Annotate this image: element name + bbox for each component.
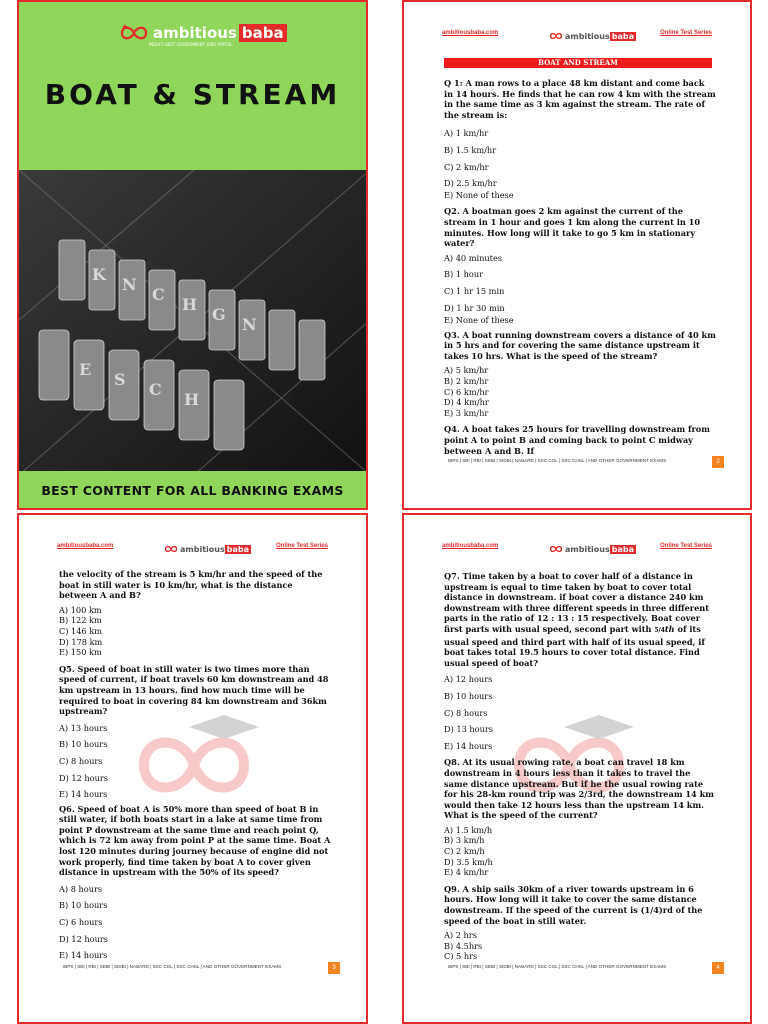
option: C) 1 hr 15 min: [444, 285, 505, 296]
cover-page: [17, 0, 368, 510]
typewriter-photo: [19, 170, 366, 475]
page-footer: [404, 456, 750, 468]
question-block-page3: [59, 569, 331, 961]
question-block-page4: [444, 571, 716, 962]
online-test-series-link[interactable]: Online Test Series: [660, 30, 712, 36]
online-test-series-link[interactable]: Online Test Series: [276, 543, 328, 549]
page-number: 3: [328, 962, 340, 974]
page-footer: [404, 962, 750, 974]
option: A) 1.5 km/h: [444, 824, 493, 835]
infinity-logo-icon: [119, 22, 149, 44]
option: C) 8 hours: [444, 707, 488, 718]
option: A) 8 hours: [59, 883, 103, 894]
footer-text: IBPS | SBI | RBI | SEBI | SIDBI | NABARD | SSC CGL | SSC CHSL | AND OTHER GOVERNMENT EXAMS: [63, 964, 282, 969]
question-q4: Q4. A boat takes 25 hours for travelling downstream from point A to point B and coming back to point C midway between A and B. If: [444, 424, 710, 456]
option: B) 4.5hrs: [444, 940, 483, 951]
cover-title: BOAT & STREAM: [44, 78, 341, 111]
question-q8: Q8. At its usual rowing rate, a boat can travel 18 km downstream in 4 hours less than it takes to travel the same distance upstream. But if he the usual rowing rate for his 28-km round trip was 2/3rd, the downstream 14 km would then take 12 hours less than the upstream 14 km. What is the speed of the current?: [444, 757, 714, 821]
option: D) 2.5 km/hr: [444, 178, 497, 189]
page-number: 4: [712, 962, 724, 974]
cover-logo: [119, 18, 287, 48]
option: D) 4 km/hr: [444, 397, 489, 408]
infinity-logo-icon: [164, 544, 178, 554]
svg-text:H: H: [184, 390, 200, 409]
option: B) 1.5 km/hr: [444, 144, 497, 155]
option: C) 6 hours: [59, 917, 103, 928]
option: B) 10 hours: [444, 690, 493, 701]
svg-text:H: H: [182, 295, 198, 314]
option: D) 1 hr 30 min: [444, 302, 505, 313]
brand-tagline: INDIA'S BEST GOVERNMENT JOBS PORTAL: [149, 42, 233, 47]
page-header: [404, 26, 750, 48]
page-header: [19, 539, 366, 561]
option: D) 178 km: [59, 636, 103, 647]
header-logo: ambitious baba: [549, 539, 636, 559]
option: A) 2 hrs: [444, 930, 477, 941]
header-logo: ambitious baba: [549, 26, 636, 46]
footer-text: IBPS | SBI | RBI | SEBI | SIDBI | NABARD | SSC CGL | SSC CHSL | AND OTHER GOVERNMENT EXAMS: [448, 458, 667, 463]
option: C) 146 km: [59, 625, 103, 636]
header-logo: ambitious baba: [164, 539, 251, 559]
page-3: [17, 513, 368, 1024]
fraction: 5/4: [654, 626, 665, 634]
site-link[interactable]: ambitiousbaba.com: [442, 543, 499, 549]
option: D) 13 hours: [444, 724, 493, 735]
question-q2: Q2. A boatman goes 2 km against the current of the stream in 1 hour and goes 1 km along the current in 10 minutes. How long will it take to go 5 km in stationary water?: [444, 206, 701, 249]
svg-text:G: G: [212, 305, 226, 324]
option: E) 4 km/hr: [444, 867, 489, 878]
option: E) 14 hours: [59, 789, 108, 800]
option: E) 3 km/hr: [444, 407, 489, 418]
infinity-logo-icon: [549, 31, 563, 41]
option: A) 5 km/hr: [444, 365, 489, 376]
question-q1: Q 1: A man rows to a place 48 km distant and come back in 14 hours. He finds that he can row 4 km with the stream in the same time as 3 km against the stream. The rate of the stream is:: [444, 78, 716, 120]
question-q7: Q7. Time taken by a boat to cover half of a distance in upstream is equal to time taken by boat to cover total distance in downstream. if boat cover a distance 240 km downstream with three different speeds in three different parts in the ratio of 12 : 13 : 15 respectively. Boat cover first parts with usual speed, second part with 5/4th of its usual speed and third part with half of its usual speed, if boat takes total 19.5 hours to cover total distance. Find usual speed of boat?: [444, 571, 710, 668]
option: B) 10 hours: [59, 739, 108, 750]
option: B) 10 hours: [59, 900, 108, 911]
option: B) 2 km/hr: [444, 376, 489, 387]
option: A) 1 km/hr: [444, 128, 489, 139]
svg-text:C: C: [152, 285, 165, 304]
question-q4-continued: the velocity of the stream is 5 km/hr and the speed of the boat in still water is 10 km/hr, what is the distance between A and B?: [59, 569, 323, 601]
option: E) 150 km: [59, 647, 102, 658]
svg-text:E: E: [79, 360, 92, 379]
option: E) 14 hours: [444, 740, 493, 751]
option: A) 13 hours: [59, 722, 108, 733]
option: B) 122 km: [59, 615, 102, 626]
svg-text:N: N: [242, 315, 257, 334]
question-q6: Q6. Speed of boat A is 50% more than speed of boat B in still water, if both boats start in a lake at same time from point P downstream at the same time and reach point Q, which is 72 km away from point P at the same time. Boat A lost 120 minutes during journey because of engine did not work properly, find time taken by boat A to cover given distance in upstream with the 50% of its speed?: [59, 803, 331, 878]
option: E) None of these: [444, 189, 514, 200]
option: E) None of these: [444, 315, 514, 326]
cover-footer: BEST CONTENT FOR ALL BANKING EXAMS: [41, 483, 344, 498]
page-4: [402, 513, 752, 1024]
page-number: 2: [712, 456, 724, 468]
option: C) 2 km/h: [444, 846, 485, 857]
online-test-series-link[interactable]: Online Test Series: [660, 543, 712, 549]
option: E) 14 hours: [59, 950, 108, 961]
question-q3: Q3. A boat running downstream covers a distance of 40 km in 5 hrs and for covering the same distance upstream it takes 10 hrs. What is the speed of the stream?: [444, 329, 716, 361]
option: C) 2 km/hr: [444, 161, 489, 172]
page-header: [404, 539, 750, 561]
option: D) 3.5 km/h: [444, 856, 493, 867]
question-q5: Q5. Speed of boat in still water is two times more than speed of current, if boat travels 60 km downstream and 48 km upstream in 13 hours. find how much time will be required to boat in covering 84 km downstream and 36km upstream?: [59, 663, 329, 717]
option: A) 12 hours: [444, 674, 493, 685]
site-link[interactable]: ambitiousbaba.com: [442, 30, 499, 36]
page-2: [402, 0, 752, 510]
svg-text:N: N: [122, 275, 137, 294]
option: B) 1 hour: [444, 269, 484, 280]
option: C) 8 hours: [59, 755, 103, 766]
question-block-q1: [444, 78, 716, 460]
option: C) 6 km/hr: [444, 386, 489, 397]
svg-text:C: C: [149, 380, 162, 399]
site-link[interactable]: ambitiousbaba.com: [57, 543, 114, 549]
option: D) 12 hours: [59, 772, 108, 783]
question-q9: Q9. A ship sails 30km of a river towards upstream in 6 hours. How long will it take to cover the same distance downstream. If the speed of the current is (1/4)rd of the speed of the boat in still water.: [444, 883, 703, 926]
footer-text: IBPS | SBI | RBI | SEBI | SIDBI | NABARD | SSC CGL | SSC CHSL | AND OTHER GOVERNMENT EXAMS: [448, 964, 667, 969]
option: A) 40 minutes: [444, 252, 502, 263]
infinity-logo-icon: [549, 544, 563, 554]
option: D) 12 hours: [59, 933, 108, 944]
brand-name: ambitious baba: [153, 24, 287, 42]
svg-text:K: K: [92, 265, 106, 284]
option: A) 100 km: [59, 604, 102, 615]
page-footer: [19, 962, 366, 974]
option: B) 3 km/h: [444, 835, 485, 846]
svg-text:S: S: [114, 370, 126, 389]
option: C) 5 hrs: [444, 951, 478, 962]
section-title: BOAT AND STREAM: [444, 58, 712, 68]
